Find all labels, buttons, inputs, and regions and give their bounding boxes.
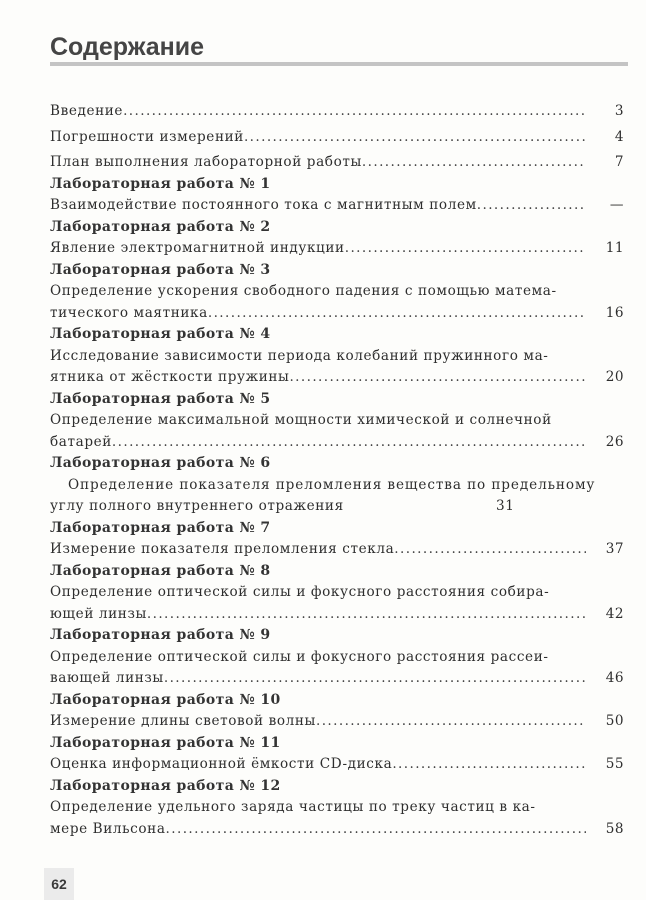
- dot-leader: [164, 668, 586, 690]
- title-underline-bar: [50, 62, 628, 66]
- toc-page-number: 42: [605, 605, 624, 622]
- toc-entry-lab-2[interactable]: [50, 238, 624, 260]
- dot-leader: [392, 754, 586, 776]
- dot-leader: [362, 152, 586, 174]
- dot-leader: [345, 238, 586, 260]
- toc-entry-lab-8[interactable]: [50, 604, 624, 626]
- lab-heading: Лабораторная работа № 8: [50, 562, 271, 579]
- lab-heading: Лабораторная работа № 3: [50, 261, 271, 278]
- toc-entry-lab-1[interactable]: [50, 195, 624, 217]
- toc-page-number: 26: [605, 433, 624, 450]
- toc-entry-plan[interactable]: [50, 152, 624, 174]
- toc-page-number: 16: [605, 304, 624, 321]
- dot-leader: [394, 539, 586, 561]
- page-title: Содержание: [50, 33, 205, 61]
- toc-entry-lab-5[interactable]: [50, 432, 624, 454]
- toc-entry-title: углу полного внутреннего отражения: [50, 498, 344, 514]
- dot-leader: [166, 819, 586, 841]
- lab-heading: Лабораторная работа № 6: [50, 455, 271, 471]
- toc-entry-lab-7[interactable]: [50, 539, 624, 561]
- toc-page-number: 58: [605, 820, 624, 837]
- toc-page-number: 46: [605, 670, 624, 686]
- dot-leader: [244, 127, 586, 149]
- lab-heading: Лабораторная работа № 4: [50, 326, 271, 342]
- toc-page-number: 4: [614, 128, 624, 145]
- toc-entry-lab-12-line-1[interactable]: Определение удельного заряда частицы по треку частиц в ка-: [50, 799, 536, 815]
- dot-leader: [112, 432, 586, 454]
- toc-entry-title: Явление электромагнитной индукции: [50, 240, 345, 256]
- toc-entry-lab-9[interactable]: [50, 668, 624, 690]
- toc-entry-intro[interactable]: [50, 101, 624, 123]
- toc-entry-lab-9-line-1[interactable]: Определение оптической силы и фокусного расстояния рассеи-: [50, 648, 549, 665]
- toc-page-number: 55: [605, 756, 624, 772]
- toc-page-number: —: [609, 197, 624, 213]
- lab-heading: Лабораторная работа № 9: [50, 627, 271, 643]
- page-number: 62: [51, 876, 67, 892]
- toc-entry-lab-3-line-1[interactable]: Определение ускорения свободного падения с помощью матема-: [50, 283, 557, 299]
- toc-entry-title: План выполнения лабораторной работы: [50, 154, 362, 170]
- toc-entry-lab-8-line-1[interactable]: Определение оптической силы и фокусного расстояния собира-: [50, 584, 550, 600]
- toc-entry-title: Погрешности измерений: [50, 128, 244, 145]
- table-of-contents: [50, 101, 624, 840]
- page-number-box: [44, 868, 74, 900]
- toc-entry-lab-6-line-1[interactable]: Определение показателя преломления вещества по предельному: [68, 476, 596, 493]
- dot-leader: [316, 711, 586, 733]
- dot-leader: [208, 303, 586, 325]
- toc-entry-lab-11[interactable]: [50, 754, 624, 776]
- toc-entry-lab-6[interactable]: [50, 496, 624, 518]
- toc-entry-lab-3[interactable]: [50, 303, 624, 325]
- lab-heading: Лабораторная работа № 5: [50, 390, 271, 407]
- toc-entry-lab-10[interactable]: [50, 711, 624, 733]
- toc-page-number: 7: [614, 154, 624, 170]
- toc-page-number: 11: [605, 240, 624, 256]
- toc-entry-title: Измерение длины световой волны: [50, 713, 316, 729]
- toc-entry-title: Измерение показателя преломления стекла: [50, 541, 395, 557]
- dot-leader: [477, 195, 586, 217]
- dot-leader: [147, 604, 586, 626]
- toc-entry-title: тического маятника: [50, 304, 208, 321]
- lab-heading: Лабораторная работа № 11: [50, 734, 281, 751]
- toc-entry-lab-4[interactable]: [50, 367, 624, 389]
- toc-entry-title: ющей линзы: [50, 605, 147, 622]
- toc-entry-errors[interactable]: [50, 127, 624, 149]
- toc-entry-lab-12[interactable]: [50, 819, 624, 841]
- toc-entry-title: Введение: [50, 103, 124, 119]
- toc-page-number: 50: [605, 713, 624, 729]
- toc-entry-lab-5-line-1[interactable]: Определение максимальной мощности химической и солнечной: [50, 412, 552, 428]
- lab-heading: Лабораторная работа № 7: [50, 519, 271, 536]
- toc-entry-title: ятника от жёсткости пружины: [50, 369, 290, 385]
- toc-page-number: 20: [605, 369, 624, 385]
- toc-page-number: 3: [614, 103, 624, 119]
- toc-entry-title: вающей линзы: [50, 670, 164, 686]
- toc-entry-title: Оценка информационной ёмкости CD-диска: [50, 756, 393, 772]
- toc-entry-title: мере Вильсона: [50, 820, 166, 837]
- toc-entry-title: батарей: [50, 433, 112, 450]
- lab-heading: Лабораторная работа № 12: [50, 777, 281, 794]
- toc-page-number: 31: [496, 498, 515, 514]
- toc-page-number: 37: [605, 541, 624, 557]
- lab-heading: Лабораторная работа № 2: [50, 218, 271, 235]
- dot-leader: [289, 367, 586, 389]
- lab-heading: Лабораторная работа № 1: [50, 175, 271, 192]
- lab-heading: Лабораторная работа № 10: [50, 691, 281, 708]
- dot-leader: [123, 101, 586, 123]
- toc-entry-lab-4-line-1[interactable]: Исследование зависимости периода колебаний пружинного ма-: [50, 347, 549, 364]
- toc-entry-title: Взаимодействие постоянного тока с магнитным полем: [50, 197, 477, 213]
